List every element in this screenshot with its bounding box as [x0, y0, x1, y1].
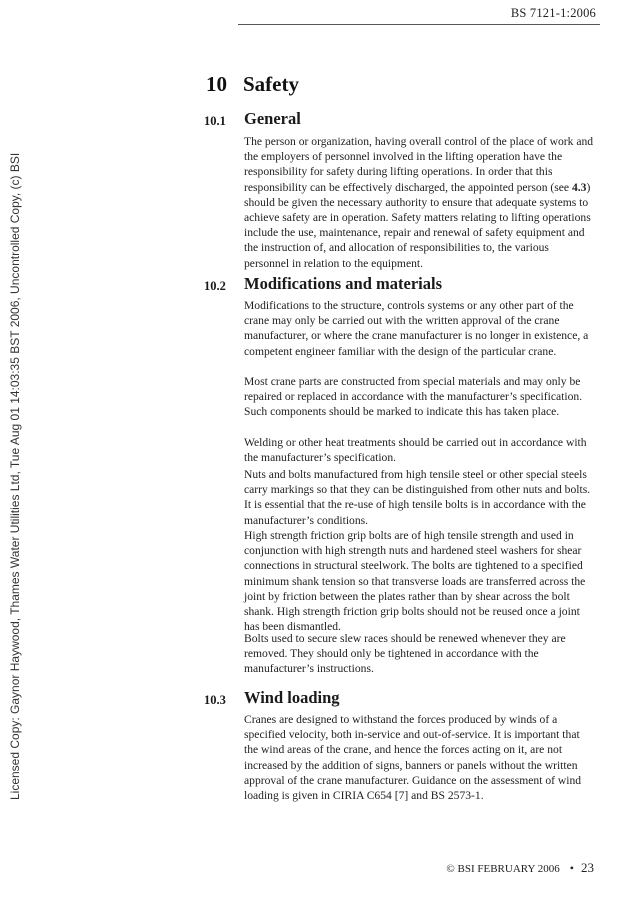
- paragraph: Most crane parts are constructed from special materials and may only be repaired or replaced in accordance with the manufacturer’s specification. Such components should be marked to indicate this has taken place.: [244, 375, 583, 419]
- paragraph: Modifications to the structure, controls systems or any other part of the crane may only be carried out with the written approval of the crane manufacturer, or where the crane manufacturer is no longer in existence, a competent engineer familiar with the design of the particular crane.: [244, 299, 589, 358]
- section-title: General: [244, 109, 301, 128]
- license-watermark: Licensed Copy: Gaynor Haywood, Thames Water Utilities Ltd, Tue Aug 01 14:03:35 BST 2006, Uncontrolled Copy, (c) BSI: [8, 152, 22, 800]
- paragraph: High strength friction grip bolts are of high tensile strength and used in conjunction with high strength nuts and hardened steel washers for shear connections in structural steelwork. The bolts are tightened to a specified minimum shank tension so that transverse loads are transferred across the joint by friction between the plates rather than by shear across the bolt shank. High strength friction grip bolts should not be reused once a joint has been dismantled.: [244, 529, 586, 634]
- paragraph: Welding or other heat treatments should be carried out in accordance with the manufacturer’s specification.: [244, 436, 587, 465]
- chapter-number: 10: [206, 72, 227, 96]
- paragraph: Bolts used to secure slew races should be renewed whenever they are removed. They should only be tightened in accordance with the manufacturer’s instructions.: [244, 632, 566, 676]
- chapter-title: Safety: [243, 72, 299, 96]
- bullet-separator: •: [569, 861, 574, 875]
- paragraph: [244, 134, 594, 271]
- paragraph: Cranes are designed to withstand the forces produced by winds of a specified velocity, both in-service and out-of-service. It is important that the wind areas of the crane, and hence the forces acting on it, are not increased by the addition of signs, banners or panels without the written approval of the crane manufacturer. Guidance on the assessment of wind loading is given in CIRIA C654 [7] and BS 2573-1.: [244, 713, 582, 803]
- page-number: 23: [581, 860, 594, 875]
- chapter-heading: [206, 72, 299, 97]
- standard-number: BS 7121-1:2006: [510, 6, 596, 20]
- clause-reference: 4.3: [571, 180, 587, 194]
- section-title: Wind loading: [244, 688, 340, 707]
- section-number: 10.3: [204, 693, 226, 707]
- page-footer: [446, 860, 594, 876]
- section-title: Modifications and materials: [244, 274, 442, 293]
- copyright-notice: © BSI FEBRUARY 2006: [446, 863, 560, 875]
- paragraph-text: The person or organization, having overall control of the place of work and the employers of personnel involved in the lifting operation have the responsibility for safety during lifting operations. In order that this responsibility can be effectively discharged, the appointed person (see: [244, 135, 594, 194]
- header-rule: [238, 24, 600, 25]
- section-number: 10.1: [204, 114, 226, 128]
- paragraph: Nuts and bolts manufactured from high tensile steel or other special steels carry markings so that they can be distinguished from other nuts and bolts. It is essential that the re-use of high tensile bolts is in accordance with the manufacturer’s conditions.: [244, 468, 591, 527]
- section-number: 10.2: [204, 279, 226, 293]
- paragraph-text: ) should be given the necessary authority to ensure that adequate systems to achieve safety are in operation. Safety matters relating to lifting operations include the use, maintenance, repair and renewal of safety equipment and the instruction of, and allocation of responsibilities to, the various personnel in relation to the equipment.: [244, 180, 591, 270]
